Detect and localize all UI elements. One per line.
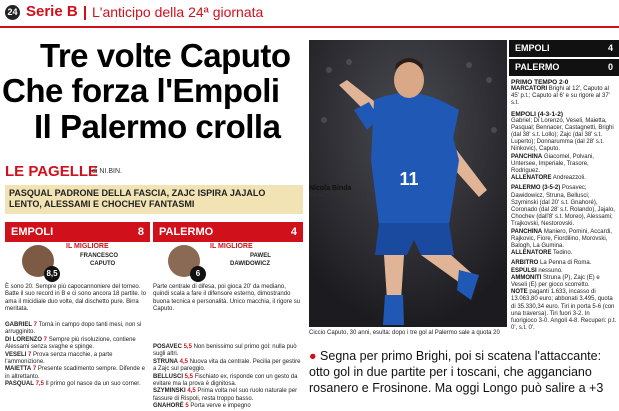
notes: NOTE paganti 1.633, incasso di 13.063,80 euro; abbonati 3.495, quota di 35.330,34 euro. Tiri in porta 5-6 (con una traversa). Tiri fuori 3-2. In fuorigioco 3-0. Angoli 4-8. Recuperi: p.t. 0', s.t. 0'. bbox=[511, 289, 617, 332]
first-half-label: PRIMO TEMPO 2-0 bbox=[511, 79, 569, 86]
palermo-best-grade-badge: 6 bbox=[190, 266, 206, 282]
article-author-role: INVIATO A EMPOLI (FI) bbox=[309, 193, 373, 199]
page-number-badge: 24 bbox=[5, 5, 20, 20]
rating-item: VESELI 7 Prova senza macchie, a parte l'ammonizione. bbox=[5, 351, 113, 366]
jersey-number: 11 bbox=[399, 169, 419, 189]
palermo-coach: ALLENATORE Tedino. bbox=[511, 250, 573, 257]
rating-item: POSAVEC 5,5 Non benissimo sul primo gol: nulla può sugli altri. bbox=[153, 344, 297, 358]
bullet-icon: ● bbox=[309, 349, 317, 363]
headline-line-2: Che forza l'Empoli bbox=[2, 72, 280, 109]
away-team-row bbox=[509, 59, 619, 76]
rating-item: GABRIEL 7 Tornà in campo dopo tanti mesi, non si arrugginito. bbox=[5, 322, 142, 336]
empoli-best-comment: È sono 20. Sempre più capocannoniere del torneo. Batte il suo record in B e ci sono ancora 18 partite. Io ama il micidiale duo volte, dal dischetto pure. Birra meritata. bbox=[5, 284, 147, 313]
rating-item: SZYMINSKI 4,5 Prima volta nel suo ruolo naturale per fassure di Rispoli, resta troppo basso. bbox=[153, 388, 298, 402]
player-celebration-photo bbox=[309, 40, 507, 327]
palermo-lineup: PALERMO (3-5-2) Posavec; Dawidowicz, Struna, Bellusci; Szyminski (dal 20' s.t. Gnahoré), Coronado (dal 28' s.t. Rolando), Jajalo, Chochev (dall'8' s.t. Moreo), Alessami; Trajkovski, Nestorovski. bbox=[511, 185, 615, 228]
empoli-best-grade-badge: 8,5 bbox=[44, 266, 60, 282]
rating-item: PASQUAL 7,5 Il primo gol nasce da un suo corner. bbox=[5, 381, 141, 388]
away-team-score: 0 bbox=[607, 62, 613, 72]
away-team-name: PALERMO bbox=[515, 62, 560, 72]
headline-line-1: Tre volte Caputo bbox=[40, 37, 291, 74]
palermo-team-name: PALERMO bbox=[159, 226, 214, 238]
empoli-lineup-label: EMPOLI (4-3-1-2) bbox=[511, 110, 564, 118]
photo-caption: Ciccio Caputo, 30 anni, esulta: dopo i tre gol al Palermo sale a quota 20 bbox=[309, 330, 500, 336]
rating-item: GNAHORÉ 5 Porta verve e impegno bbox=[153, 403, 251, 410]
pagelle-byline: di NI.BIN. bbox=[92, 168, 122, 175]
home-team-name: EMPOLI bbox=[515, 43, 550, 53]
referee: ARBITRO La Penna di Roma. bbox=[511, 260, 592, 267]
league-label: Serie B bbox=[26, 3, 78, 20]
booked: AMMONITI Struna (P), Zajc (E) e Veseli (E) per gioco scorretto. bbox=[511, 274, 600, 289]
header-divider bbox=[84, 6, 86, 20]
summary-text: Segna per primo Brighi, poi si scatena l'attaccante: otto gol in due partite per i toscani, che agganciano rosanero e Frosinone. Ma oggi Longo può salire a +3 bbox=[309, 349, 604, 395]
palermo-best-first: PAWEL bbox=[250, 253, 271, 259]
empoli-team-name: EMPOLI bbox=[11, 226, 54, 238]
rating-item: DI LORENZO 7 Sempre più risoluzione, contiene Alessami senza svaghe e spinge. bbox=[5, 336, 136, 351]
rating-item: MAIETTA 7 Presente scadimento sempre. Difende e in altrettanto. bbox=[5, 366, 145, 380]
empoli-coach: ALLENATORE Andreazzoli. bbox=[511, 175, 586, 182]
palermo-team-score: 4 bbox=[290, 226, 297, 238]
palermo-best-last: DAWIDOWICZ bbox=[230, 261, 270, 267]
empoli-bench: PANCHINA Giacomel, Polvani, Untersee, Imperiale, Trasore, Rodriguez. bbox=[511, 153, 594, 175]
empoli-team-score: 8 bbox=[137, 226, 144, 238]
empoli-ratings-list bbox=[5, 322, 149, 400]
rating-item: BELLUSCI 5,5 Fischiato ex, risponde con un gesto da evitare ma la prova è dignitosa. bbox=[153, 373, 298, 388]
palermo-best-comment: Parte centrale di difesa, poi gioca 20' da mediano, quindi scala a fare il difensore esterno, dimostrando buona tecnica e personalità. Unico macchia, il rigore su Caputo. bbox=[153, 284, 301, 313]
palermo-ratings-header bbox=[153, 222, 303, 242]
palermo-best-label: IL MIGLIORE bbox=[210, 243, 253, 250]
empoli-lineup: Gabriel; Di Lorenzo, Veseli, Maietta, Pasqual; Bennacer, Castagnetti, Brighi (dal 38' s.t. Lollo); Zajc (dal 38' s.t. Luperto); Donnarumma (dal 28' s.t. Ninkovic), Caputo. bbox=[511, 117, 614, 153]
pagelle-title: LE PAGELLE bbox=[5, 163, 99, 180]
palermo-ratings-list bbox=[153, 344, 303, 410]
empoli-ratings-header bbox=[5, 222, 150, 242]
header-rule bbox=[0, 26, 619, 28]
match-report-box bbox=[509, 40, 619, 400]
rating-item: STRUNA 4,5 Nuova vita da centrale. Pecilia per gestire a Zajc sul pareggio. bbox=[153, 358, 301, 373]
home-team-row bbox=[509, 40, 619, 57]
empoli-best-label: IL MIGLIORE bbox=[66, 243, 109, 250]
home-team-score: 4 bbox=[607, 43, 613, 53]
headline-line-3: Il Palermo crolla bbox=[34, 108, 281, 145]
player-photo-illustration bbox=[309, 40, 507, 327]
expelled: ESPULSI nessuno. bbox=[511, 267, 563, 274]
pagelle-subtitle: PASQUAL PADRONE DELLA FASCIA, ZAJC ISPIRA JAJALO LENTO, ALESSAMI E CHOCHEV FANTASMI bbox=[5, 185, 303, 214]
article-author: Nicola Binda bbox=[309, 185, 352, 192]
palermo-bench: PANCHINA Maniero, Pomini, Accardi, Rajkovic, Fiore, Fiordilino, Morovski, Balogh, La Gumina. bbox=[511, 228, 612, 250]
empoli-best-first: FRANCESCO bbox=[80, 253, 119, 259]
section-label: L'anticipo della 24ª giornata bbox=[92, 4, 264, 20]
marcatori-block: MARCATORI Brighi al 12', Caputo al 45' p.t.; Caputo al 6' e su rigore al 37' s.t. bbox=[511, 86, 610, 107]
empoli-best-last: CAPUTO bbox=[90, 261, 116, 267]
